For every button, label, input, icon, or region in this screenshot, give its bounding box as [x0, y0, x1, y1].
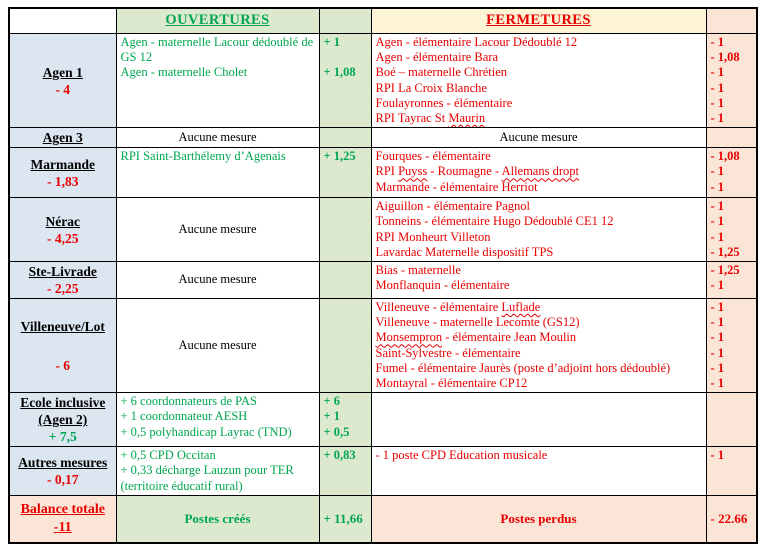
text-segment: - 1 poste CPD Education musicale [375, 448, 548, 463]
region-label-cell [9, 34, 116, 128]
text-segment: + 1 coordonnateur AESH [120, 409, 248, 424]
fermetures-value-cell [706, 198, 757, 262]
text-segment: Monflanquin - élémentaire [375, 278, 510, 293]
region-label: Ste-Livrade [28, 264, 97, 280]
ouvertures-cell: Aucune mesure [116, 262, 319, 299]
table-row [9, 447, 757, 496]
value-line: - 1 [710, 65, 725, 80]
fermetures-cell [371, 393, 706, 447]
list-line [376, 164, 702, 179]
fermetures-value-cell [706, 447, 757, 496]
fermetures-value-cell [706, 128, 757, 148]
table-row [9, 299, 757, 393]
list-line [121, 35, 315, 65]
ouvertures-value-cell [319, 128, 371, 148]
list-line [121, 65, 315, 80]
list-line [376, 199, 702, 214]
list-line [376, 180, 702, 195]
text-segment: Bias - maternelle [375, 263, 461, 278]
region-balance: - 1,83 [47, 173, 79, 189]
ouvertures-value-cell [319, 393, 371, 447]
region-balance: - 4,25 [47, 230, 79, 246]
ouvertures-cell [116, 447, 319, 496]
value-line: + 0,83 [323, 448, 356, 463]
region-label: Agen 3 [42, 130, 83, 146]
region-label: Nérac [45, 213, 80, 229]
value-line: - 1 [710, 315, 725, 330]
region-balance: - 2,25 [47, 281, 79, 297]
value-line: + 6 [323, 394, 340, 409]
region-label-cell [9, 148, 116, 198]
list-line [376, 448, 702, 463]
postes-perdus-value-cell: - 22.66 [706, 495, 757, 543]
ouvertures-cell [116, 34, 319, 128]
fermetures-value-cell [706, 393, 757, 447]
text-segment: Monsempron [375, 330, 443, 345]
list-line [376, 263, 702, 278]
region-label-cell [9, 447, 116, 496]
text-segment: Luflade [501, 300, 541, 315]
text-segment: - élémentaire Jean Moulin [442, 330, 577, 345]
region-label: (Agen 2) [38, 412, 88, 428]
text-segment: Villeneuve - élémentaire [375, 300, 502, 315]
table-row [9, 262, 757, 299]
value-line: - 1 [710, 199, 725, 214]
list-line [121, 394, 315, 409]
fermetures-cell [371, 447, 706, 496]
fermetures-cell [371, 148, 706, 198]
text-segment: Saint-Sylvestre - élémentaire [375, 345, 521, 360]
value-line: + 1,25 [323, 149, 356, 164]
header-ouvertures-value-cell [319, 8, 371, 34]
text-segment: Agen - maternelle Cholet [120, 65, 248, 80]
text-segment: RPI Monheurt Villeton [375, 229, 491, 244]
value-line: + 0,5 [323, 424, 350, 439]
ouvertures-value-cell [319, 447, 371, 496]
text-segment: Fourques - élémentaire [375, 149, 491, 164]
value-line: - 1 [710, 214, 725, 229]
text-segment: Aiguillon - élémentaire Pagnol [375, 199, 530, 214]
text-segment: Tonneins - élémentaire Hugo Dédoublé CE1 12 [375, 214, 614, 229]
header-fermetures-value-cell [706, 8, 757, 34]
list-line [376, 376, 702, 391]
value-line: - 1 [710, 345, 725, 360]
text-segment: Agen - maternelle Lacour dédoublé de GS 12 [120, 35, 314, 65]
ouvertures-cell: Aucune mesure [116, 299, 319, 393]
header-fermetures-cell [371, 8, 706, 34]
list-line [121, 448, 315, 463]
ouvertures-value-cell [319, 299, 371, 393]
balance-totale-label: Balance totale [20, 501, 105, 517]
text-segment: Agen - élémentaire Bara [375, 50, 499, 65]
footer-row [9, 495, 757, 543]
text-segment: + 0,5 CPD Occitan [120, 448, 216, 463]
list-line [376, 346, 702, 361]
region-label: Autres mesures [18, 455, 108, 471]
value-line: - 1 [710, 278, 725, 293]
text-segment: - Roumagne - [427, 164, 502, 179]
list-line [376, 330, 702, 345]
value-line: - 1 [710, 95, 725, 110]
header-row [9, 8, 757, 34]
table-row [9, 393, 757, 447]
value-line: - 1 [710, 229, 725, 244]
list-line [376, 96, 702, 111]
fermetures-value-cell [706, 34, 757, 128]
region-balance: - 6 [55, 357, 71, 373]
region-label-cell [9, 393, 116, 447]
value-line: - 1 [710, 360, 725, 375]
text-segment: + 0,33 décharge Lauzun pour TER (territoire éducatif rural) [120, 463, 294, 493]
region-label-cell [9, 128, 116, 148]
text-segment: RPI Tayrac St [375, 111, 449, 126]
fermetures-value-cell [706, 262, 757, 299]
ouvertures-header-label: OUVERTURES [165, 12, 270, 29]
region-label-cell [9, 198, 116, 262]
list-line [376, 315, 702, 330]
list-line [376, 230, 702, 245]
fermetures-cell [371, 262, 706, 299]
balance-totale-cell [9, 495, 116, 543]
value-line: + 1 [323, 409, 340, 424]
fermetures-value-cell [706, 148, 757, 198]
ouvertures-cell [116, 148, 319, 198]
ouvertures-cell: Aucune mesure [116, 198, 319, 262]
fermetures-cell [371, 34, 706, 128]
region-label: Agen 1 [42, 64, 83, 80]
region-balance: - 0,17 [47, 472, 79, 488]
ouvertures-value-cell [319, 198, 371, 262]
value-line: - 1 [710, 164, 725, 179]
text-segment: Maurin [448, 111, 486, 126]
list-line [376, 278, 702, 293]
list-line [376, 214, 702, 229]
fermetures-cell [371, 198, 706, 262]
postes-crees-value-cell: + 11,66 [319, 495, 371, 543]
text-segment: + 6 coordonnateurs de PAS [120, 394, 257, 409]
ouvertures-cell [116, 393, 319, 447]
list-line [376, 81, 702, 96]
fermetures-header-label: FERMETURES [486, 12, 591, 29]
value-line: - 1 [710, 111, 725, 126]
value-line: - 1,25 [710, 263, 740, 278]
ouvertures-value-cell [319, 148, 371, 198]
list-line [376, 245, 702, 260]
region-label-cell [9, 299, 116, 393]
text-segment: Allemans dropt [501, 164, 579, 179]
list-line [121, 425, 315, 440]
list-line [121, 463, 315, 493]
region-label: Marmande [30, 156, 95, 172]
list-line [376, 50, 702, 65]
region-balance: - 4 [55, 81, 71, 97]
ouvertures-cell: Aucune mesure [116, 128, 319, 148]
region-label-cell [9, 262, 116, 299]
table-body [9, 34, 757, 496]
fermetures-value-cell [706, 299, 757, 393]
value-line: + 1 [323, 35, 340, 49]
value-line: - 1 [710, 376, 725, 391]
text-segment: RPI La Croix Blanche [375, 80, 487, 95]
region-balance: + 7,5 [48, 429, 77, 445]
text-segment: Fumel - élémentaire Jaurès (poste d’adjoint hors dédoublé) [375, 360, 671, 375]
text-segment: Agen - élémentaire Lacour Dédoublé 12 [375, 35, 578, 49]
table-row [9, 148, 757, 198]
list-line [376, 65, 702, 80]
text-segment: Foulayronnes - élémentaire [375, 95, 513, 110]
text-segment: Marmande - élémentaire Herriot [375, 179, 538, 194]
list-line [376, 300, 702, 315]
header-ouvertures-cell [116, 8, 319, 34]
postes-perdus-cell: Postes perdus [371, 495, 706, 543]
text-segment: Puyss [398, 164, 428, 179]
value-line: - 1 [710, 300, 725, 315]
postes-crees-cell: Postes créés [116, 495, 319, 543]
value-line: - 1,08 [710, 149, 740, 164]
text-segment: Villeneuve - maternelle Lecomte (GS12) [375, 315, 580, 330]
value-line: - 1 [710, 448, 725, 463]
table-row [9, 128, 757, 148]
fermetures-cell: Aucune mesure [371, 128, 706, 148]
value-line: - 1,25 [710, 244, 740, 259]
text-segment: RPI [375, 164, 399, 179]
list-line [376, 35, 702, 50]
list-line [121, 409, 315, 424]
ouvertures-value-cell [319, 34, 371, 128]
text-segment: RPI Saint-Barthélemy d’Agenais [120, 149, 286, 164]
list-line [376, 111, 702, 126]
table-row [9, 198, 757, 262]
value-line: + 1,08 [323, 65, 356, 80]
ouvertures-value-cell [319, 262, 371, 299]
table-row [9, 34, 757, 128]
region-label: Ecole inclusive [20, 395, 106, 411]
value-line: - 1 [710, 179, 725, 194]
fermetures-cell [371, 299, 706, 393]
header-empty-cell [9, 8, 116, 34]
postes-table [8, 7, 758, 544]
region-label: Villeneuve/Lot [20, 318, 105, 334]
value-line: - 1,08 [710, 50, 740, 65]
text-segment: Boé – maternelle Chrétien [375, 65, 508, 80]
value-line: - 1 [710, 80, 725, 95]
value-line: - 1 [710, 330, 725, 345]
balance-totale-value: -11 [53, 519, 72, 535]
list-line [121, 149, 315, 164]
text-segment: Montayral - élémentaire CP12 [375, 376, 528, 391]
value-line: - 1 [710, 35, 725, 49]
list-line [376, 149, 702, 164]
text-segment: + 0,5 polyhandicap Layrac (TND) [120, 424, 292, 439]
list-line [376, 361, 702, 376]
text-segment: Lavardac Maternelle dispositif TPS [375, 244, 554, 259]
value-line [324, 50, 367, 65]
